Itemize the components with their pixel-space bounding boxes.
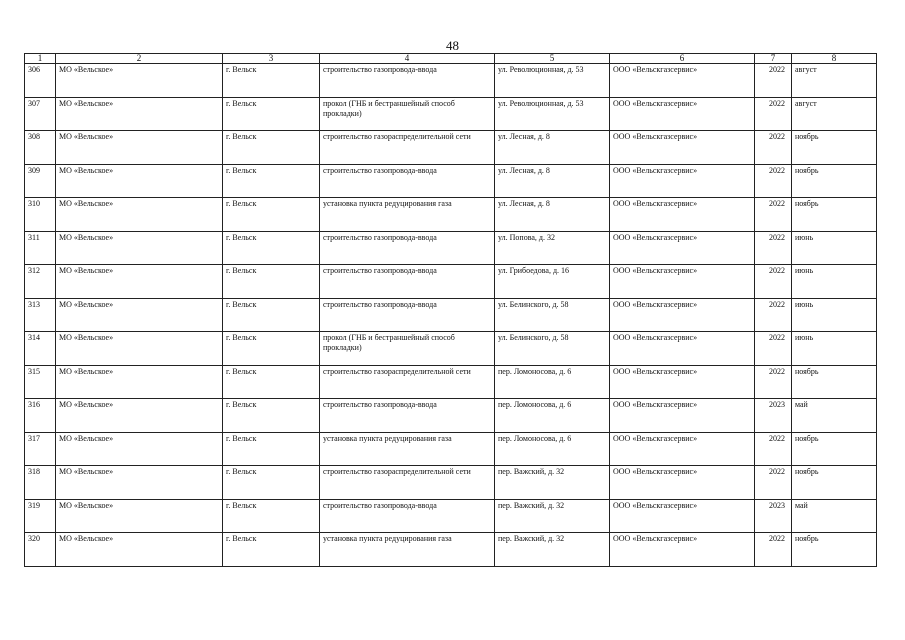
- year-cell: 2022: [755, 365, 792, 399]
- month-cell: ноябрь: [792, 466, 877, 500]
- table-row: [25, 466, 877, 500]
- work-type-cell: установка пункта редуцирования газа: [320, 533, 495, 567]
- settlement-cell: г. Вельск: [223, 533, 320, 567]
- year-cell: 2022: [755, 131, 792, 165]
- work-type-cell: строительство газопровода-ввода: [320, 231, 495, 265]
- municipality-cell: МО «Вельское»: [56, 131, 223, 165]
- address-cell: ул. Грибоедова, д. 16: [495, 265, 610, 299]
- row-number-cell: 309: [25, 164, 56, 198]
- column-number: 3: [223, 54, 320, 64]
- year-cell: 2022: [755, 466, 792, 500]
- month-cell: июнь: [792, 231, 877, 265]
- table-row: [25, 265, 877, 299]
- table-row: [25, 198, 877, 232]
- works-table: [24, 53, 877, 567]
- month-cell: ноябрь: [792, 164, 877, 198]
- contractor-cell: ООО «Вельскгазсервис»: [610, 131, 755, 165]
- month-cell: ноябрь: [792, 533, 877, 567]
- table-row: [25, 164, 877, 198]
- month-cell: май: [792, 399, 877, 433]
- municipality-cell: МО «Вельское»: [56, 97, 223, 131]
- contractor-cell: ООО «Вельскгазсервис»: [610, 399, 755, 433]
- contractor-cell: ООО «Вельскгазсервис»: [610, 432, 755, 466]
- municipality-cell: МО «Вельское»: [56, 298, 223, 332]
- row-number-cell: 314: [25, 332, 56, 366]
- work-type-cell: строительство газопровода-ввода: [320, 298, 495, 332]
- year-cell: 2022: [755, 231, 792, 265]
- row-number-cell: 308: [25, 131, 56, 165]
- table-row: [25, 97, 877, 131]
- page-number: 48: [446, 38, 459, 53]
- work-type-cell: прокол (ГНБ и бестраншейный способ прокладки): [320, 97, 495, 131]
- table-row: [25, 499, 877, 533]
- month-cell: ноябрь: [792, 131, 877, 165]
- municipality-cell: МО «Вельское»: [56, 64, 223, 98]
- settlement-cell: г. Вельск: [223, 265, 320, 299]
- municipality-cell: МО «Вельское»: [56, 432, 223, 466]
- settlement-cell: г. Вельск: [223, 97, 320, 131]
- settlement-cell: г. Вельск: [223, 365, 320, 399]
- address-cell: пер. Важский, д. 32: [495, 466, 610, 500]
- settlement-cell: г. Вельск: [223, 499, 320, 533]
- address-cell: ул. Лесная, д. 8: [495, 131, 610, 165]
- address-cell: пер. Ломоносова, д. 6: [495, 365, 610, 399]
- address-cell: ул. Лесная, д. 8: [495, 198, 610, 232]
- contractor-cell: ООО «Вельскгазсервис»: [610, 365, 755, 399]
- row-number-cell: 311: [25, 231, 56, 265]
- work-type-cell: строительство газопровода-ввода: [320, 265, 495, 299]
- contractor-cell: ООО «Вельскгазсервис»: [610, 265, 755, 299]
- address-cell: пер. Важский, д. 32: [495, 533, 610, 567]
- settlement-cell: г. Вельск: [223, 131, 320, 165]
- address-cell: ул. Лесная, д. 8: [495, 164, 610, 198]
- table-row: [25, 332, 877, 366]
- address-cell: ул. Попова, д. 32: [495, 231, 610, 265]
- municipality-cell: МО «Вельское»: [56, 533, 223, 567]
- settlement-cell: г. Вельск: [223, 198, 320, 232]
- table-row: [25, 533, 877, 567]
- year-cell: 2023: [755, 399, 792, 433]
- work-type-cell: установка пункта редуцирования газа: [320, 432, 495, 466]
- year-cell: 2022: [755, 432, 792, 466]
- address-cell: ул. Белинского, д. 58: [495, 298, 610, 332]
- address-cell: ул. Революционная, д. 53: [495, 97, 610, 131]
- settlement-cell: г. Вельск: [223, 466, 320, 500]
- year-cell: 2022: [755, 198, 792, 232]
- row-number-cell: 313: [25, 298, 56, 332]
- municipality-cell: МО «Вельское»: [56, 365, 223, 399]
- work-type-cell: прокол (ГНБ и бестраншейный способ прокладки): [320, 332, 495, 366]
- settlement-cell: г. Вельск: [223, 231, 320, 265]
- contractor-cell: ООО «Вельскгазсервис»: [610, 499, 755, 533]
- row-number-cell: 317: [25, 432, 56, 466]
- municipality-cell: МО «Вельское»: [56, 231, 223, 265]
- month-cell: июнь: [792, 332, 877, 366]
- year-cell: 2022: [755, 64, 792, 98]
- row-number-cell: 316: [25, 399, 56, 433]
- column-number: 6: [610, 54, 755, 64]
- column-number: 5: [495, 54, 610, 64]
- municipality-cell: МО «Вельское»: [56, 164, 223, 198]
- municipality-cell: МО «Вельское»: [56, 332, 223, 366]
- month-cell: ноябрь: [792, 198, 877, 232]
- work-type-cell: строительство газораспределительной сети: [320, 131, 495, 165]
- address-cell: пер. Ломоносова, д. 6: [495, 399, 610, 433]
- month-cell: июнь: [792, 298, 877, 332]
- work-type-cell: установка пункта редуцирования газа: [320, 198, 495, 232]
- row-number-cell: 310: [25, 198, 56, 232]
- table-row: [25, 298, 877, 332]
- row-number-cell: 307: [25, 97, 56, 131]
- table-row: [25, 365, 877, 399]
- contractor-cell: ООО «Вельскгазсервис»: [610, 198, 755, 232]
- settlement-cell: г. Вельск: [223, 64, 320, 98]
- month-cell: август: [792, 64, 877, 98]
- contractor-cell: ООО «Вельскгазсервис»: [610, 332, 755, 366]
- row-number-cell: 320: [25, 533, 56, 567]
- column-number: 4: [320, 54, 495, 64]
- month-cell: май: [792, 499, 877, 533]
- contractor-cell: ООО «Вельскгазсервис»: [610, 97, 755, 131]
- month-cell: август: [792, 97, 877, 131]
- contractor-cell: ООО «Вельскгазсервис»: [610, 64, 755, 98]
- month-cell: июнь: [792, 265, 877, 299]
- settlement-cell: г. Вельск: [223, 399, 320, 433]
- column-number: 2: [56, 54, 223, 64]
- column-number-row: [25, 54, 877, 64]
- row-number-cell: 319: [25, 499, 56, 533]
- address-cell: пер. Ломоносова, д. 6: [495, 432, 610, 466]
- contractor-cell: ООО «Вельскгазсервис»: [610, 298, 755, 332]
- year-cell: 2022: [755, 533, 792, 567]
- work-type-cell: строительство газопровода-ввода: [320, 164, 495, 198]
- table-row: [25, 131, 877, 165]
- address-cell: пер. Важский, д. 32: [495, 499, 610, 533]
- column-number: 1: [25, 54, 56, 64]
- work-type-cell: строительство газопровода-ввода: [320, 399, 495, 433]
- work-type-cell: строительство газопровода-ввода: [320, 64, 495, 98]
- address-cell: ул. Революционная, д. 53: [495, 64, 610, 98]
- table-row: [25, 432, 877, 466]
- contractor-cell: ООО «Вельскгазсервис»: [610, 164, 755, 198]
- municipality-cell: МО «Вельское»: [56, 399, 223, 433]
- table-row: [25, 231, 877, 265]
- work-type-cell: строительство газораспределительной сети: [320, 466, 495, 500]
- settlement-cell: г. Вельск: [223, 332, 320, 366]
- work-type-cell: строительство газораспределительной сети: [320, 365, 495, 399]
- row-number-cell: 306: [25, 64, 56, 98]
- contractor-cell: ООО «Вельскгазсервис»: [610, 466, 755, 500]
- year-cell: 2022: [755, 265, 792, 299]
- row-number-cell: 312: [25, 265, 56, 299]
- table-body: [25, 54, 877, 567]
- municipality-cell: МО «Вельское»: [56, 499, 223, 533]
- table-row: [25, 399, 877, 433]
- work-type-cell: строительство газопровода-ввода: [320, 499, 495, 533]
- address-cell: ул. Белинского, д. 58: [495, 332, 610, 366]
- year-cell: 2022: [755, 97, 792, 131]
- settlement-cell: г. Вельск: [223, 298, 320, 332]
- row-number-cell: 315: [25, 365, 56, 399]
- year-cell: 2023: [755, 499, 792, 533]
- row-number-cell: 318: [25, 466, 56, 500]
- municipality-cell: МО «Вельское»: [56, 198, 223, 232]
- column-number: 8: [792, 54, 877, 64]
- settlement-cell: г. Вельск: [223, 164, 320, 198]
- contractor-cell: ООО «Вельскгазсервис»: [610, 231, 755, 265]
- month-cell: ноябрь: [792, 432, 877, 466]
- municipality-cell: МО «Вельское»: [56, 466, 223, 500]
- contractor-cell: ООО «Вельскгазсервис»: [610, 533, 755, 567]
- month-cell: ноябрь: [792, 365, 877, 399]
- year-cell: 2022: [755, 164, 792, 198]
- municipality-cell: МО «Вельское»: [56, 265, 223, 299]
- year-cell: 2022: [755, 332, 792, 366]
- settlement-cell: г. Вельск: [223, 432, 320, 466]
- table-row: [25, 64, 877, 98]
- column-number: 7: [755, 54, 792, 64]
- year-cell: 2022: [755, 298, 792, 332]
